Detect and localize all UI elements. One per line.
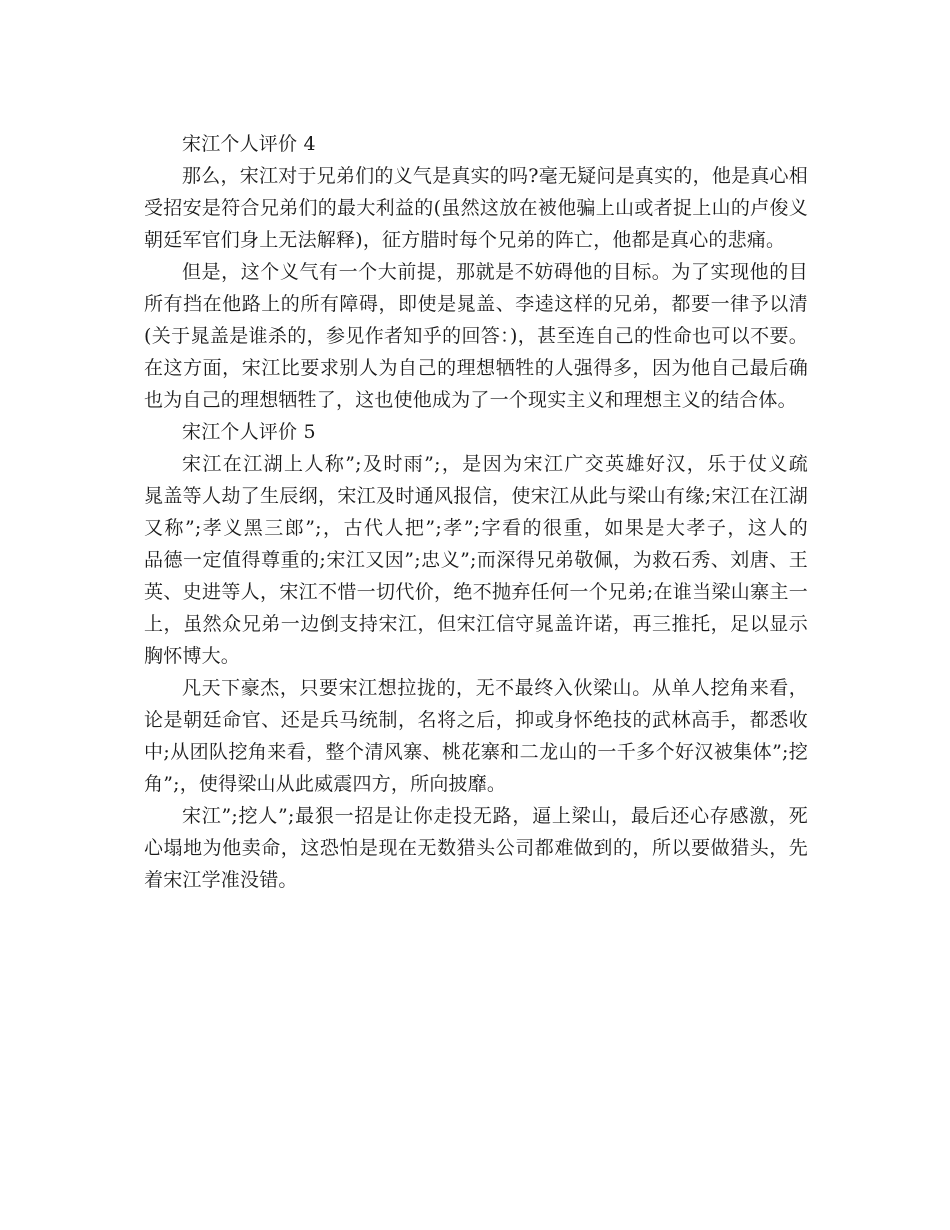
- section-heading: [144, 128, 808, 160]
- paragraph-line: 凡天下豪杰，只要宋江想拉拢的，无不最终入伙梁山。从单人挖角来看，: [182, 677, 808, 699]
- paragraph-line: 品德一定值得尊重的;宋江又因”;忠义”;而深得兄弟敬佩，为救石秀、刘唐、王: [144, 549, 808, 571]
- heading-text: 宋江个人评价 5: [182, 421, 316, 443]
- paragraph-line: (关于晁盖是谁杀的，参见作者知乎的回答：)，甚至连自己的性命也可以不要。: [144, 325, 808, 347]
- paragraph-line: 上，虽然众兄弟一边倒支持宋江，但宋江信守晁盖许诺，再三推托，足以显示: [144, 613, 808, 635]
- paragraph: [144, 256, 808, 416]
- paragraph-line: 朝廷军官们身上无法解释)，征方腊时每个兄弟的阵亡，他都是真心的悲痛。: [144, 229, 786, 251]
- paragraph-line: 着宋江学准没错。: [144, 869, 298, 891]
- document-page: [144, 128, 808, 896]
- paragraph-line: 宋江”;挖人”;最狠一招是让你走投无路，逼上梁山，最后还心存感激，死: [182, 805, 808, 827]
- paragraph-line: 所有挡在他路上的所有障碍，即使是晁盖、李逵这样的兄弟，都要一律予以清: [144, 293, 808, 315]
- paragraph-line: 中;从团队挖角来看，整个清风寨、桃花寨和二龙山的一千多个好汉被集体”;挖: [144, 741, 808, 763]
- paragraph-line: 胸怀博大。: [144, 645, 241, 667]
- paragraph-line: 论是朝廷命官、还是兵马统制，名将之后，抑或身怀绝技的武林高手，都悉收: [144, 709, 808, 731]
- section-heading: [144, 416, 808, 448]
- paragraph-line: 英、史进等人，宋江不惜一切代价，绝不抛弃任何一个兄弟;在谁当梁山寨主一: [144, 581, 808, 603]
- paragraph-line: 晁盖等人劫了生辰纲，宋江及时通风报信，使宋江从此与梁山有缘;宋江在江湖: [144, 485, 808, 507]
- paragraph: [144, 160, 808, 256]
- paragraph-line: 也为自己的理想牺牲了，这也使他成为了一个现实主义和理想主义的结合体。: [144, 389, 797, 411]
- paragraph-line: 那么，宋江对于兄弟们的义气是真实的吗?毫无疑问是真实的，他是真心相: [182, 165, 808, 187]
- paragraph-line: 又称”;孝义黑三郎”;，古代人把”;孝”;字看的很重，如果是大孝子，这人的: [144, 517, 808, 539]
- paragraph-line: 角”;，使得梁山从此威震四方，所向披靡。: [144, 773, 507, 795]
- paragraph: [144, 448, 808, 672]
- paragraph-line: 受招安是符合兄弟们的最大利益的(虽然这放在被他骗上山或者捉上山的卢俊义: [144, 197, 808, 219]
- paragraph-line: 但是，这个义气有一个大前提，那就是不妨碍他的目标。为了实现他的目: [182, 261, 808, 283]
- paragraph-line: 心塌地为他卖命，这恐怕是现在无数猎头公司都难做到的，所以要做猎头，先: [144, 837, 808, 859]
- paragraph-line: 在这方面，宋江比要求别人为自己的理想牺牲的人强得多，因为他自己最后确: [144, 357, 808, 379]
- paragraph: [144, 672, 808, 800]
- paragraph-line: 宋江在江湖上人称”;及时雨”;，是因为宋江广交英雄好汉，乐于仗义疏: [182, 453, 808, 475]
- heading-text: 宋江个人评价 4: [182, 133, 316, 155]
- paragraph: [144, 800, 808, 896]
